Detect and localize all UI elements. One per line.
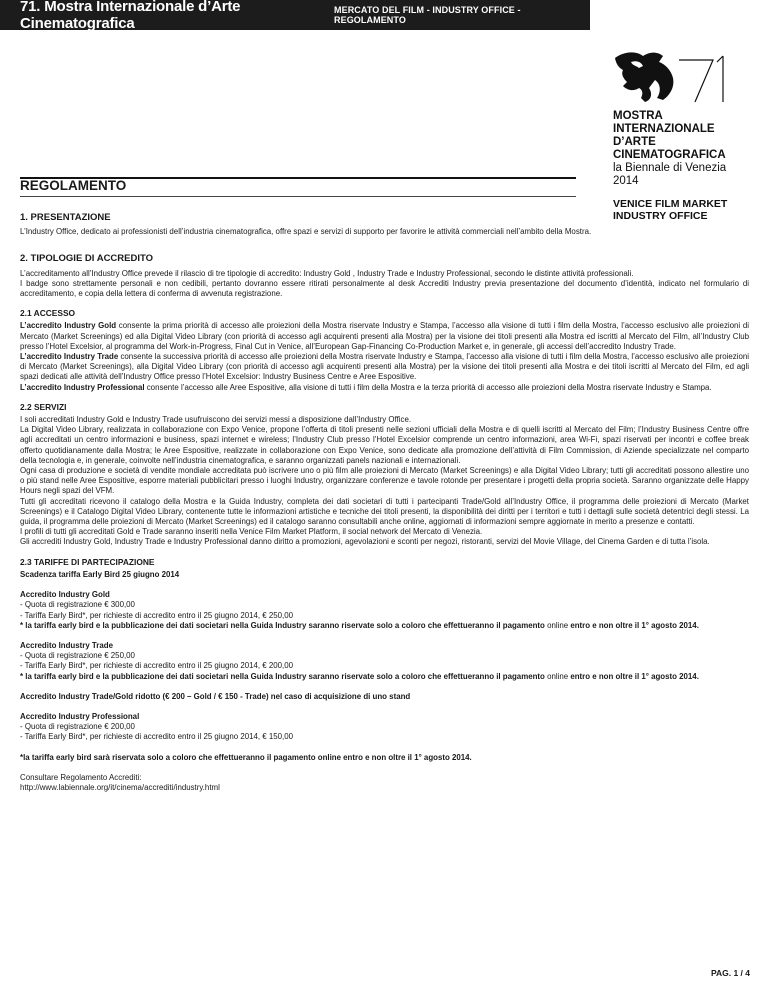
- tariff-line: - Quota di registrazione € 300,00: [20, 600, 135, 610]
- header-bar: [0, 0, 590, 30]
- paragraph: Gli accrediti Industry Gold, Industry Trade e Industry Professional danno diritto a promozioni, agevolazioni e sconti per negozi, ristoranti, servizi del Movie Village, del Cinema Garden e di tutta l’isola.: [20, 537, 710, 547]
- festival-name-line1: MOSTRA INTERNAZIONALE: [613, 110, 715, 135]
- regulation-link[interactable]: http://www.labiennale.org/it/cinema/accrediti/industry.html: [20, 782, 220, 792]
- page-title: REGOLAMENTO: [20, 178, 127, 193]
- paragraph: L’accredito Industry Trade consente la successiva priorità di accesso alle proiezioni della Mostra riservate Industry e Stampa, l’accesso alla visione di tutti i film della Mostra, l’accesso esclusivo alle proiezioni di Mercato (Market Screenings), alla Digital Video Library (con priorità di accesso agli acquirenti presenti alla Mostra) per la visione dei titoli presenti alla Mostra e dei titoli iscritti al Mercato del Film, ed agli spazi dedicati alle attività dell’Industry Office presso l’Hotel Excelsior: Industry Business Centre e Aree Espositive.: [20, 352, 749, 382]
- tariff-line: - Quota di registrazione € 250,00: [20, 651, 135, 661]
- tariff-line: - Tariffa Early Bird*, per richieste di accredito entro il 25 giugno 2014, € 150,00: [20, 732, 293, 742]
- tariff-title-gold: Accredito Industry Gold: [20, 590, 110, 600]
- tariff-title-professional: Accredito Industry Professional: [20, 711, 140, 721]
- subsection-heading-servizi: 2.2 SERVIZI: [20, 401, 67, 412]
- subsection-heading-tariffe: 2.3 TARIFFE DI PARTECIPAZIONE: [20, 556, 155, 567]
- paragraph: I soli accreditati Industry Gold e Industry Trade usufruiscono dei servizi messi a disposizione dall’Industry Office.: [20, 415, 412, 425]
- section-heading-presentazione: 1. PRESENTAZIONE: [20, 212, 111, 223]
- document-body: [20, 213, 749, 793]
- page-number: PAG. 1 / 4: [710, 968, 750, 978]
- paragraph: La Digital Video Library, realizzata in collaborazione con Expo Venice, propone l’offerta di titoli presenti nelle sezioni ufficiali della Mostra e di quelli iscritti al Mercato del Film; l’Industry Business Centre offre agli accreditati un centro informazioni e business, spazi internet e wireless; l’Industry Club presso l’Hotel Excelsior comprende un centro informazioni, area Wi-Fi, spazi riservati per incontri e coffee break offerto quotidianamente dalla Mostra; le Aree Espositive, realizzate in collaborazione con Expo Venice, sono dedicate alla promozione dell’attività di Film Commission, di Aziende specializzate nel comparto della tecnologia e, in generale, coinvolte nell’industria cinematografica, e saranno organizzati panels nazionali e internazionali.: [20, 425, 749, 465]
- paragraph: I badge sono strettamente personali e non cedibili, pertanto dovranno essere ritirati personalmente al desk Accrediti Industry previa presentazione del documento d’identità, indicato nel formulario di accreditamento, e copia della lettera di conferma di avvenuta registrazione.: [20, 278, 749, 299]
- tariff-footnote: *la tariffa early bird sarà riservata solo a coloro che effettueranno il pagamento online entro e non oltre il 1° agosto 2014.: [20, 752, 472, 762]
- bold-lead: L’accredito Industry Trade: [20, 352, 119, 362]
- bold-lead: L’accredito Industry Professional: [20, 382, 145, 392]
- tariff-line: - Tariffa Early Bird*, per richieste di accredito entro il 25 giugno 2014, € 250,00: [20, 610, 293, 620]
- divider-bottom: [20, 196, 576, 197]
- consult-label: Consultare Regolamento Accrediti:: [20, 772, 142, 782]
- market-name-line1: VENICE FILM MARKET: [613, 198, 728, 210]
- section-heading-tipologie: 2. TIPOLOGIE DI ACCREDITO: [20, 253, 154, 265]
- tariff-line: - Quota di registrazione € 200,00: [20, 722, 135, 732]
- deadline-note: Scadenza tariffa Early Bird 25 giugno 2014: [20, 569, 180, 579]
- tariff-reduced: Accredito Industry Trade/Gold ridotto (€ 200 – Gold / € 150 - Trade) nel caso di acquisizione di uno stand: [20, 691, 411, 701]
- header-title: 71. Mostra Internazionale d’Arte Cinematografica: [20, 0, 241, 32]
- biennale-logo: [613, 48, 753, 222]
- tariff-line: - Tariffa Early Bird*, per richieste di accredito entro il 25 giugno 2014, € 200,00: [20, 661, 293, 671]
- header-subtitle: MERCATO DEL FILM - INDUSTRY OFFICE - REGOLAMENTO: [334, 5, 521, 25]
- festival-name: [613, 110, 753, 188]
- paragraph: Tutti gli accreditati ricevono il catalogo della Mostra e la Guida Industry, completa dei dati societari di tutti i partecipanti Trade/Gold all’Industry Office, il programma delle proiezioni di Mercato (Market Screenings) e il Catalogo Digital Video Library, contenente tutte le informazioni artistiche e tecniche dei titoli presenti, la disponibilità dei diritti per i territori e tutti i dettagli sulle società detentrici degli stessi. La guida, il programma delle proiezioni di Mercato (Market Screenings) ed il catalogo saranno consultabili anche online, aggiornati di informazioni sempre aggiornate in merito a presenze e contatti.: [20, 496, 749, 527]
- paragraph: L’accredito Industry Gold consente la prima priorità di accesso alle proiezioni della Mostra riservate Industry e Stampa, l’accesso alla visione di tutti i film della Mostra, l’accesso esclusivo alle proiezioni di Mercato (Market Screenings) ed alla Digital Video Library (con priorità di accesso agli acquirenti presenti alla Mostra) per la visione dei titoli presenti alla Mostra ed iscritti al Mercato del Film, all’Industry Club presso l’Hotel Excelsior, al programma del Work-in-Progress, Final Cut in Venice, all’European Gap-Financing Co-Production Market e, in generale, gli accessi dell’accredito Industry Trade.: [20, 321, 749, 351]
- festival-name-line3: la Biennale di Venezia 2014: [613, 162, 727, 187]
- winged-lion-71-logo-icon: [613, 48, 753, 104]
- paragraph: L’accredito Industry Professional consente l’accesso alle Aree Espositive, alla visione di tutti i film della Mostra e la terza priorità di accesso alle proiezioni della Mostra riservate Industry e Stampa.: [20, 382, 712, 392]
- tariff-title-trade: Accredito Industry Trade: [20, 640, 113, 650]
- tariff-note: * la tariffa early bird e la pubblicazione dei dati societari nella Guida Industry saranno riservate solo a coloro che effettueranno il pagamento online entro e non oltre il 1° agosto 2014.: [20, 671, 699, 681]
- tariff-note: * la tariffa early bird e la pubblicazione dei dati societari nella Guida Industry saranno riservate solo a coloro che effettueranno il pagamento online entro e non oltre il 1° agosto 2014.: [20, 620, 699, 630]
- subsection-heading-accesso: 2.1 ACCESSO: [20, 308, 76, 319]
- paragraph: L’Industry Office, dedicato ai professionisti dell’industria cinematografica, offre spazi e servizi di supporto per favorire le attività commerciali nell’ambito della Mostra.: [20, 227, 592, 237]
- paragraph: Ogni casa di produzione e società di vendite mondiale accreditata può iscrivere uno o più film alle proiezioni di Mercato (Market Screenings) e alla Digital Video Library; tutti gli accreditati possono allestire uno o più stand nelle Aree Espositive, esporre materiali pubblicitari presso i luoghi Industry, organizzare conferenze e tavole rotonde per presentare i progetti della propria società. Saranno organizzate delle Happy Hours negli spazi del VFM.: [20, 466, 749, 496]
- bold-lead: L’accredito Industry Gold: [20, 321, 117, 331]
- market-name-line2: INDUSTRY OFFICE: [613, 210, 708, 222]
- paragraph: I profili di tutti gli accreditati Gold e Trade saranno inseriti nella Venice Film Market Platform, il social network del Mercato di Venezia.: [20, 527, 483, 537]
- festival-name-line2: D’ARTE CINEMATOGRAFICA: [613, 136, 726, 161]
- paragraph: L’accreditamento all’Industry Office prevede il rilascio di tre tipologie di accredito: Industry Gold , Industry Trade e Industry Professional, secondo le distinte attività professionali.: [20, 268, 634, 278]
